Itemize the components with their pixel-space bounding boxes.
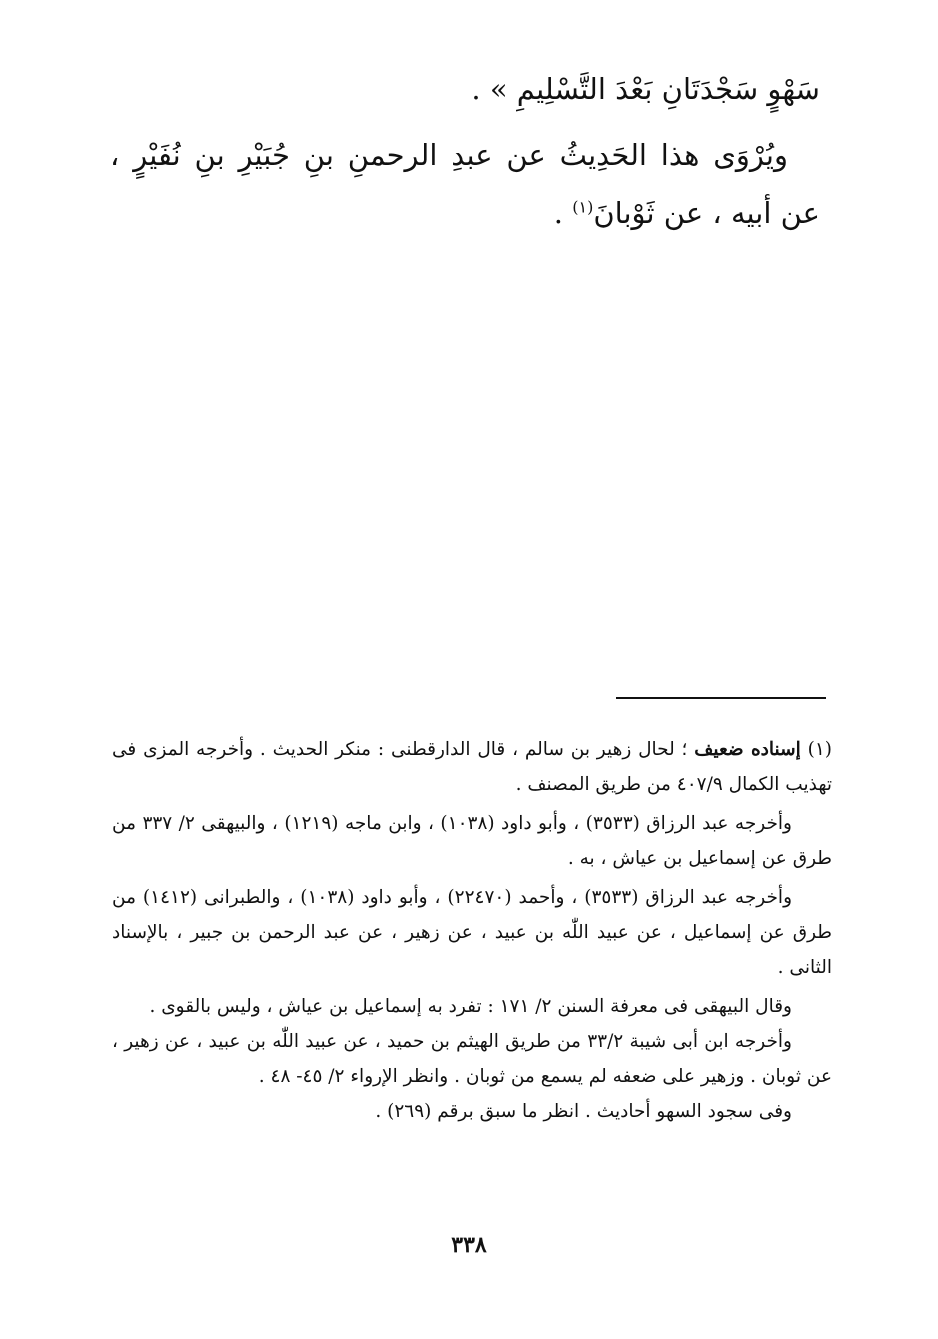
footnote-1-bold: إسناده ضعيف (694, 739, 801, 760)
main-text-paragraph-2 (110, 126, 820, 242)
footnote-paragraph-2: وأخرجه عبد الرزاق (٣٥٣٣) ، وأبو داود (١٠٣٨) ، وابن ماجه (١٢١٩) ، والبيهقى ٢/ ٣٣٧ من طرق عن إسماعيل بن عياش ، به . (112, 813, 832, 869)
footnote-paragraph-6: وفى سجود السهو أحاديث . انظر ما سبق برقم (٢٦٩) . (375, 1101, 792, 1122)
main-text-paragraph-2-body: ويُرْوَى هذا الحَدِيثُ عن عبدِ الرحمنِ بنِ جُبَيْرِ بنِ نُفَيْرٍ ، عن أبيه ، عن ثَوْبانَ (110, 138, 820, 230)
main-text-line-1: سَهْوٍ سَجْدَتَانِ بَعْدَ التَّسْلِيمِ » . (471, 72, 820, 106)
footnote-paragraph-4: وقال البيهقى فى معرفة السنن ٢/ ١٧١ : تفرد به إسماعيل بن عياش ، وليس بالقوى . (149, 996, 792, 1017)
main-text-paragraph-2-end: . (553, 196, 573, 230)
footnote-separator (616, 697, 826, 699)
page-number: ٣٣٨ (451, 1232, 487, 1258)
footnote-paragraph-5: وأخرجه ابن أبى شيبة ٣٣/٢ من طريق الهيثم بن حميد ، عن عبيد اللّٰه بن عبيد ، عن زهير ، عن ثوبان . وزهير على ضعفه لم يسمع من ثوبان . وانظر الإرواء ٢/ ٤٥- ٤٨ . (112, 1031, 832, 1087)
footnote-1-text: ؛ لحال زهير بن سالم ، قال الدارقطنى : منكر الحديث . وأخرجه المزى فى تهذيب الكمال ٤٠٧/٩ من طريق المصنف . (112, 739, 832, 795)
footnote-paragraph-3: وأخرجه عبد الرزاق (٣٥٣٣) ، وأحمد (٢٢٤٧٠) ، وأبو داود (١٠٣٨) ، والطبرانى (١٤١٢) من طرق عن إسماعيل ، عن عبيد اللّٰه بن عبيد ، عن زهير ، عن عبد الرحمن بن جبير ، بالإسناد الثانى . (112, 887, 832, 978)
footnote-marker: (١) (572, 197, 594, 217)
footnote-1-number: (١) (807, 739, 832, 760)
main-text (110, 60, 820, 242)
footnote-1 (112, 732, 832, 802)
footnotes (112, 732, 832, 1129)
